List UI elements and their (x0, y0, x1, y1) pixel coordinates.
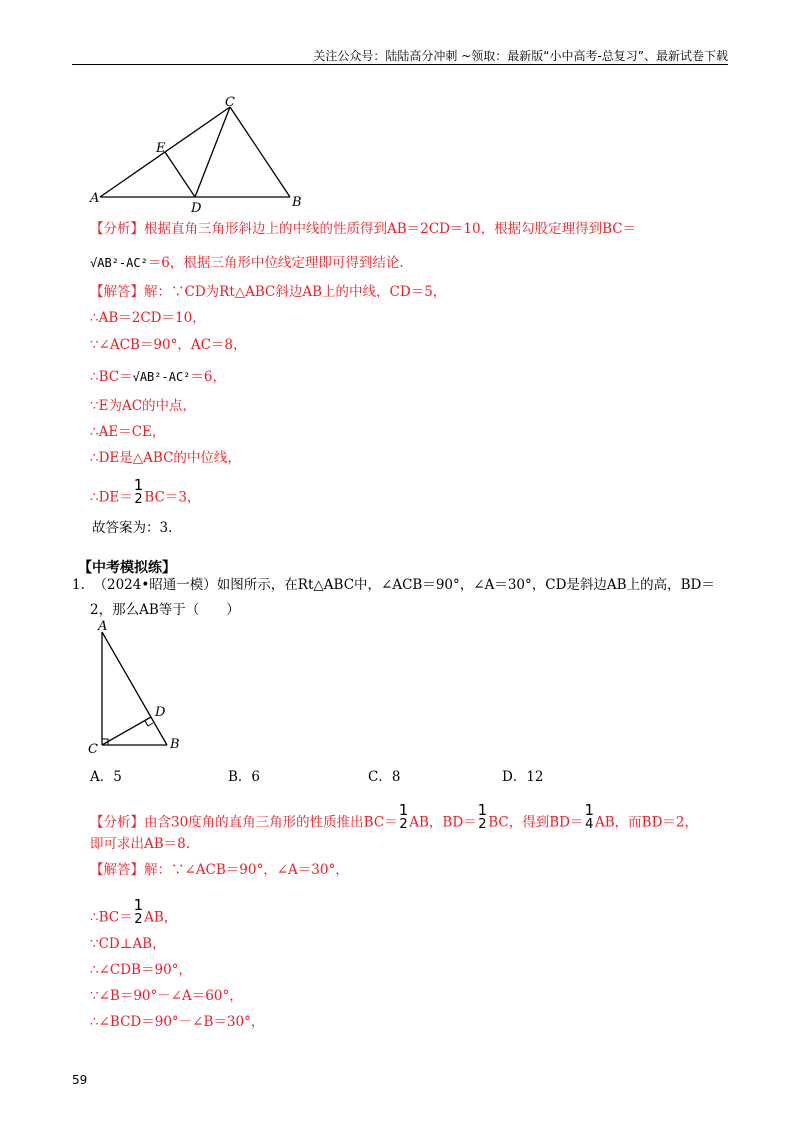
solution1-tag: 【解答】 (90, 284, 144, 300)
solution1-final: 故答案为：3. (92, 520, 173, 536)
analysis2-line1: 【分析】由含30度角的直角三角形的性质推出BC＝ 1 2 AB，BD＝ 1 2 BC，得到BD＝ 1 4 AB，而BD＝2， (90, 801, 699, 832)
analysis1-line2 (90, 254, 404, 272)
solution1-line4: ∴BC＝√AB²-AC²＝6， (90, 369, 226, 385)
solution2-line3: ∵CD⊥AB， (90, 936, 166, 952)
page-number: 59 (72, 1073, 88, 1087)
option-d[interactable]: D．12 (502, 769, 544, 785)
analysis2-line2: 即可求出AB＝8. (90, 836, 191, 852)
page-header: 关注公众号：陆陆高分冲刺 ~领取：最新版“小中高考-总复习”、最新试卷下载 (313, 49, 728, 63)
fraction-quarter: 1 4 (584, 801, 594, 832)
solution1-line1: 【解答】解：∵CD为Rt△ABC斜边AB上的中线，CD＝5， (90, 284, 447, 300)
analysis1-text2: ＝6，根据三角形中位线定理即可得到结论. (147, 255, 404, 271)
segment-cd (102, 717, 151, 745)
solution2-line5: ∵∠B＝90°－∠A＝60°， (90, 988, 243, 1004)
solution2-line1: 【解答】解：∵∠ACB＝90°，∠A＝30°， (90, 862, 349, 878)
segment-cd (195, 107, 230, 197)
question1-line2: 2，那么AB等于（ ） (90, 602, 240, 618)
option-c[interactable]: C．8 (368, 769, 401, 785)
solution1-line7: ∴DE是△ABC的中位线， (90, 450, 241, 466)
question-number: 1. (72, 577, 85, 593)
sqrt-expression: √AB²-AC² (90, 256, 148, 270)
right-angle-mark-d (145, 721, 153, 726)
label-c: C (225, 95, 235, 110)
label-b: B (170, 737, 180, 752)
header-divider (72, 64, 728, 65)
solution2-line6: ∴∠BCD＝90°－∠B＝30°， (90, 1014, 265, 1030)
analysis1-tag: 【分析】 (90, 221, 144, 237)
label-b: B (292, 195, 302, 210)
question1-line1: 1. （2024•昭通一模）如图所示，在Rt△ABC中，∠ACB＝90°，∠A＝30°，CD是斜边AB上的高，BD＝ (72, 577, 715, 593)
analysis1-line1 (90, 220, 636, 238)
label-a: A (98, 619, 108, 634)
fraction-half: 1 2 (477, 801, 488, 832)
option-a[interactable]: A．5 (90, 769, 122, 785)
solution1-line2: ∴AB＝2CD＝10， (90, 310, 206, 326)
solution2-line4: ∴∠CDB＝90°， (90, 962, 192, 978)
solution2-line2: ∴BC＝ 1 2 AB， (90, 896, 178, 927)
section-title: 【中考模拟练】 (78, 560, 176, 576)
figure-right-triangle (85, 615, 205, 765)
solution1-line5: ∵E为AC的中点， (90, 398, 197, 414)
solution1-line6: ∴AE＝CE， (90, 424, 166, 440)
fraction-half: 1 2 (398, 801, 409, 832)
label-d: D (191, 201, 202, 216)
solution1-line3: ∵∠ACB＝90°，AC＝8， (90, 337, 247, 353)
option-b[interactable]: B．6 (228, 769, 261, 785)
solution1-line8: ∴DE＝ 1 2 BC＝3， (90, 476, 201, 507)
fraction-half: 1 2 (133, 476, 144, 507)
segment-ab (102, 632, 167, 745)
analysis1-text: 根据直角三角形斜边上的中线的性质得到AB＝2CD＝10，根据勾股定理得到BC＝ (144, 221, 637, 237)
segment-de (165, 152, 195, 197)
segment-bc (230, 107, 290, 197)
label-a: A (90, 191, 100, 206)
fraction-half: 1 2 (133, 896, 144, 927)
label-e: E (156, 141, 166, 156)
label-d: D (155, 705, 166, 720)
sqrt-expression-2: √AB²-AC² (132, 370, 191, 384)
label-c: C (88, 742, 98, 757)
figure-triangle-abc (80, 90, 310, 220)
